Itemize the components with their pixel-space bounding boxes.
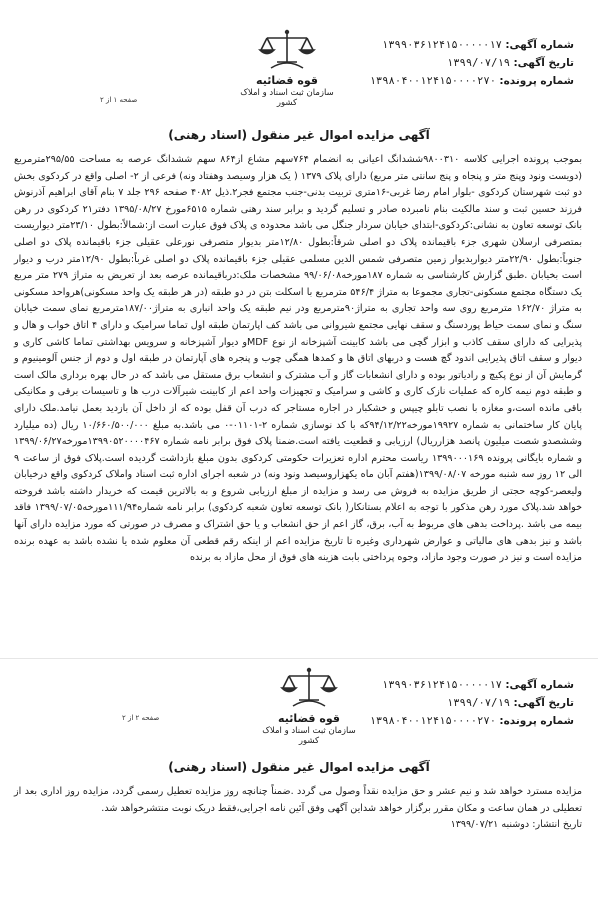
judiciary-emblem	[232, 28, 342, 108]
notice-date-label: تاریخ آگهی:	[513, 697, 574, 709]
org-subtitle: سازمان ثبت اسناد و املاک کشور	[240, 88, 334, 108]
publish-date-row	[14, 817, 582, 834]
notice-date-value: ۱۳۹۹/۰۷/۱۹	[446, 57, 511, 69]
publish-date-value: دوشنبه ۱۳۹۹/۰۷/۲۱	[450, 819, 530, 831]
judiciary-emblem	[254, 666, 364, 746]
page-number: صفحه ۲ از ۲	[122, 714, 160, 722]
case-number-label: شماره پرونده:	[499, 75, 574, 87]
publish-date-label: تاریخ انتشار:	[532, 819, 582, 831]
case-number-label: شماره پرونده:	[499, 715, 574, 727]
notice-date-row	[344, 694, 574, 712]
reg-number-row	[344, 36, 574, 54]
reg-number-row	[344, 676, 574, 694]
notice-title: آگهی مزایده اموال غیر منقول (اسناد رهنی)	[168, 128, 430, 142]
case-number-row	[344, 712, 574, 730]
notice-header-info	[344, 676, 574, 730]
notice-date-row	[344, 54, 574, 72]
notice-date-value: ۱۳۹۹/۰۷/۱۹	[446, 697, 511, 709]
org-name: قوه قضائیه	[256, 74, 318, 87]
reg-number-label: شماره آگهی:	[505, 679, 574, 691]
org-subtitle: سازمان ثبت اسناد و املاک کشور	[262, 726, 356, 746]
notice-body-paragraph: مزایده مسترد خواهد شد و نیم عشر و حق مزایده نقداً وصول می گردد .ضمناً چنانچه روز مزایده تعطیل رسمی گردد، مزایده روز اداری بعد از تعطیلی در همان ساعت و مکان مقرر برگزار خواهد شداین آگهی وفق آئین نامه اجرایی،فقط دریک نوبت منتشرخواهد شد.	[14, 786, 582, 814]
case-number-value: ۱۳۹۸۰۴۰۰۱۲۴۱۵۰۰۰۰۲۷۰	[369, 715, 497, 727]
judiciary-scales-emblem-icon	[257, 28, 317, 72]
reg-number-value: ۱۳۹۹۰۳۶۱۲۴۱۵۰۰۰۰۰۱۷	[381, 679, 502, 691]
reg-number-label: شماره آگهی:	[505, 39, 574, 51]
case-number-value: ۱۳۹۸۰۴۰۰۱۲۴۱۵۰۰۰۰۲۷۰	[369, 75, 497, 87]
org-name: قوه قضائیه	[278, 712, 340, 725]
notice-body-text: بموجب پرونده اجرایی کلاسه ۹۸۰۰۳۱۰ششدانگ اعیانی به انضمام ۷۶۴سهم مشاع از۸۶۴ سهم ششدانگ عرصه به مساحت ۲۹۵/۵۵مترمربع (دویست ونود وپنج متر و پنجاه و پنج سانتی متر مربع) دارای پلاک ۱۳۷۹ ( یک هزار وسیصد وهفتاد ونه) فرعی از ۲- اصلی واقع در کردکوی بخش دو ثبت شهرستان کردکوی -بلوار امام رضا غربی-۱۶متری تربیت بدنی-جنب مجتمع فجر۲.ذیل ۴۰۸۲ صفحه ۲۹۶ جلد ۷ بنام آقای ابراهیم آذرنوش فرزند حسین ثبت و سند مالکیت بنام نامبرده صادر و تسلیم گردید و برابر سند رهنی شماره ۶۵۱۵مورخ ۱۳۹۵/۰۸/۲۷ دفتر۲۱ کردکوی در رهن بانک توسعه تعاون به نشانی:کردکوی-ابتدای خیابان سردار جنگل می باشد محدوده ی پلاک فوق عبارت است از:شمالاً:بطول ۲۳/۱۰متر دیواریست بمتصرفی ارسلان شهری جزء باقیمانده پلاک دو اصلی شرقاً:بطول ۱۲/۸۰متر بدیوار متصرفی نورعلی عقیلی جزء باقیمانده پلاک دو اصلی جنوباً:بطول ۲۲/۹۰متر دیواربدیوار زمین متصرفی شمس الدین مسلمی عقیلی جزء باقیمانده پلاک دو اصلی غرباً:بطول ۱۲/۹۰متر درب و دیوار است بخیابان .طبق گزارش کارشناسی به شماره ۱۸۷مورخه۹۹/۰۶/۰۸ مشخصات ملک:درباقیمانده عرصه بعد از تعریض به متراژ ۲۷۹ متر مربع یک دستگاه مجتمع مسکونی-تجاری مجموعا به متراژ ۵۴۶/۴ مترمربع با اسکلت بتن در دو طبقه (در هر طبقه یک واحد مسکونی)هرواحد مسکونی به متراژ ۱۶۲/۷۰ مترمربع روی سه واحد تجاری به متراژ۹۰مترمربع ودر نیم طبقه یک واحد انباری به متراژ۱۸۷/۰۰مترمربع نمای سمت خیابان سنگ و نمای سمت حیاط پوردسنگ و سقف نهایی مجتمع شیروانی می باشد کف اپارتمان طبقه اول تماما سرامیک و دارای ۴ اتاق خواب و هال و پذیرایی که دارای سقف کاذب و ابزار گچی می باشد کابینت آشپزخانه از نوع MDFو دیوار آشپزخانه و سرویس بهداشتی تماما کاشی کاری و دیوار و سقف اتاق پذیرایی اندود گچ هست و دربهای اتاق ها و کمدها همگی چوب و پنجره های آپارتمان در طبقه اول و دوم از جنس آلومینیوم و گرمایش آن از نوع پکیچ و رادیاتور بوده و دارای انشعابات گاز و آب مشترک و انشعاب برق مستقل می باشد که در حال بهره برداری مالک است و طبقه دوم نیمه کاره که عملیات نازک کاری و کاشی و سرامیک و تجهیزات واحد اعم از کابینت شیرآلات درب ها و تاسیسات برقی و مکانیکی باقی مانده است،و مغازه با نصب تابلو چیپس و خشکبار در اجاره مستاجر که درب آن قفل بوده که از داخل آن بازدید بعمل نیامد.ملک دارای پایان کار ساختمانی به شماره ۱۹۹۲۷مورخه۹۴/۱۲/۲۲که با کد نوسازی شماره ۲-۰۱۱۰۱-۰ می باشد.به مبلغ ۱۰/۶۶۰/۵۰۰/۰۰۰ ریال (ده میلیارد وششصدو شصت میلیون پانصد هزارریال) ارزیابی و قطعیت یافته است.ضمنا پلاک فوق برابر نامه شماره ۱۳۹۹۰۵۲۰۰۰۰۴۶۷مورخه۱۳۹۹/۰۶/۲۷ و شماره بایگانی پرونده ۱۳۹۹۰۰۰۱۶۹ ریاست محترم اداره تعزیرات حکومتی کردکوی بدون مبلغ بازداشت گردیده است.پلاک فوق از ساعت ۹ الی ۱۲ روز سه شنبه مورخه ۱۳۹۹/۰۸/۰۷(هفتم آبان ماه یکهزاروسیصد ونود ونه) در شعبه اجرای اداره ثبت اسناد واملاک کردکوی واقع درخیابان ولیعصر-کوچه حجتی از طریق مزایده به فروش می رسد و مزایده از مبلغ ارزیابی شروع و به بالاترین قیمت که خریدار داشته باشد فروخته خواهد شد.پلاک مورد رهن مذکور با توجه به اعلام بستانکار( بانک توسعه تعاون شعبه کردکوی) برابر نامه شماره۱۱۱/۹۴مورخه۱۳۹۹/۰۷/۰۵ فاقد بیمه می باشد .پرداخت بدهی های مربوط به آب، برق، گاز اعم از حق انشعاب و یا حق اشتراک و مصرف در صورتی که مورد مزایده دارای آنها باشد و نیز بدهی های مالیاتی و عوارض شهرداری وغیره تا تاریخ مزایده اعم از اینکه رقم قطعی آن معلوم شده یا نشده باشد به عهده برنده مزایده است و نیز در صورت وجود مازاد، وجوه پرداختی بابت هزینه های فوق از محل مازاد به برنده	[14, 154, 583, 564]
notice-page-1	[4, 28, 594, 654]
judiciary-scales-emblem-icon	[279, 666, 339, 710]
notice-date-label: تاریخ آگهی:	[513, 57, 574, 69]
case-number-row	[344, 72, 574, 90]
notice-body-text	[14, 784, 582, 834]
page-number: صفحه ۱ از ۲	[100, 96, 138, 104]
notice-header-info	[344, 36, 574, 90]
notice-page-2	[4, 670, 594, 900]
section-divider	[0, 658, 598, 659]
notice-title: آگهی مزایده اموال غیر منقول (اسناد رهنی)	[168, 760, 430, 774]
reg-number-value: ۱۳۹۹۰۳۶۱۲۴۱۵۰۰۰۰۰۱۷	[381, 39, 502, 51]
